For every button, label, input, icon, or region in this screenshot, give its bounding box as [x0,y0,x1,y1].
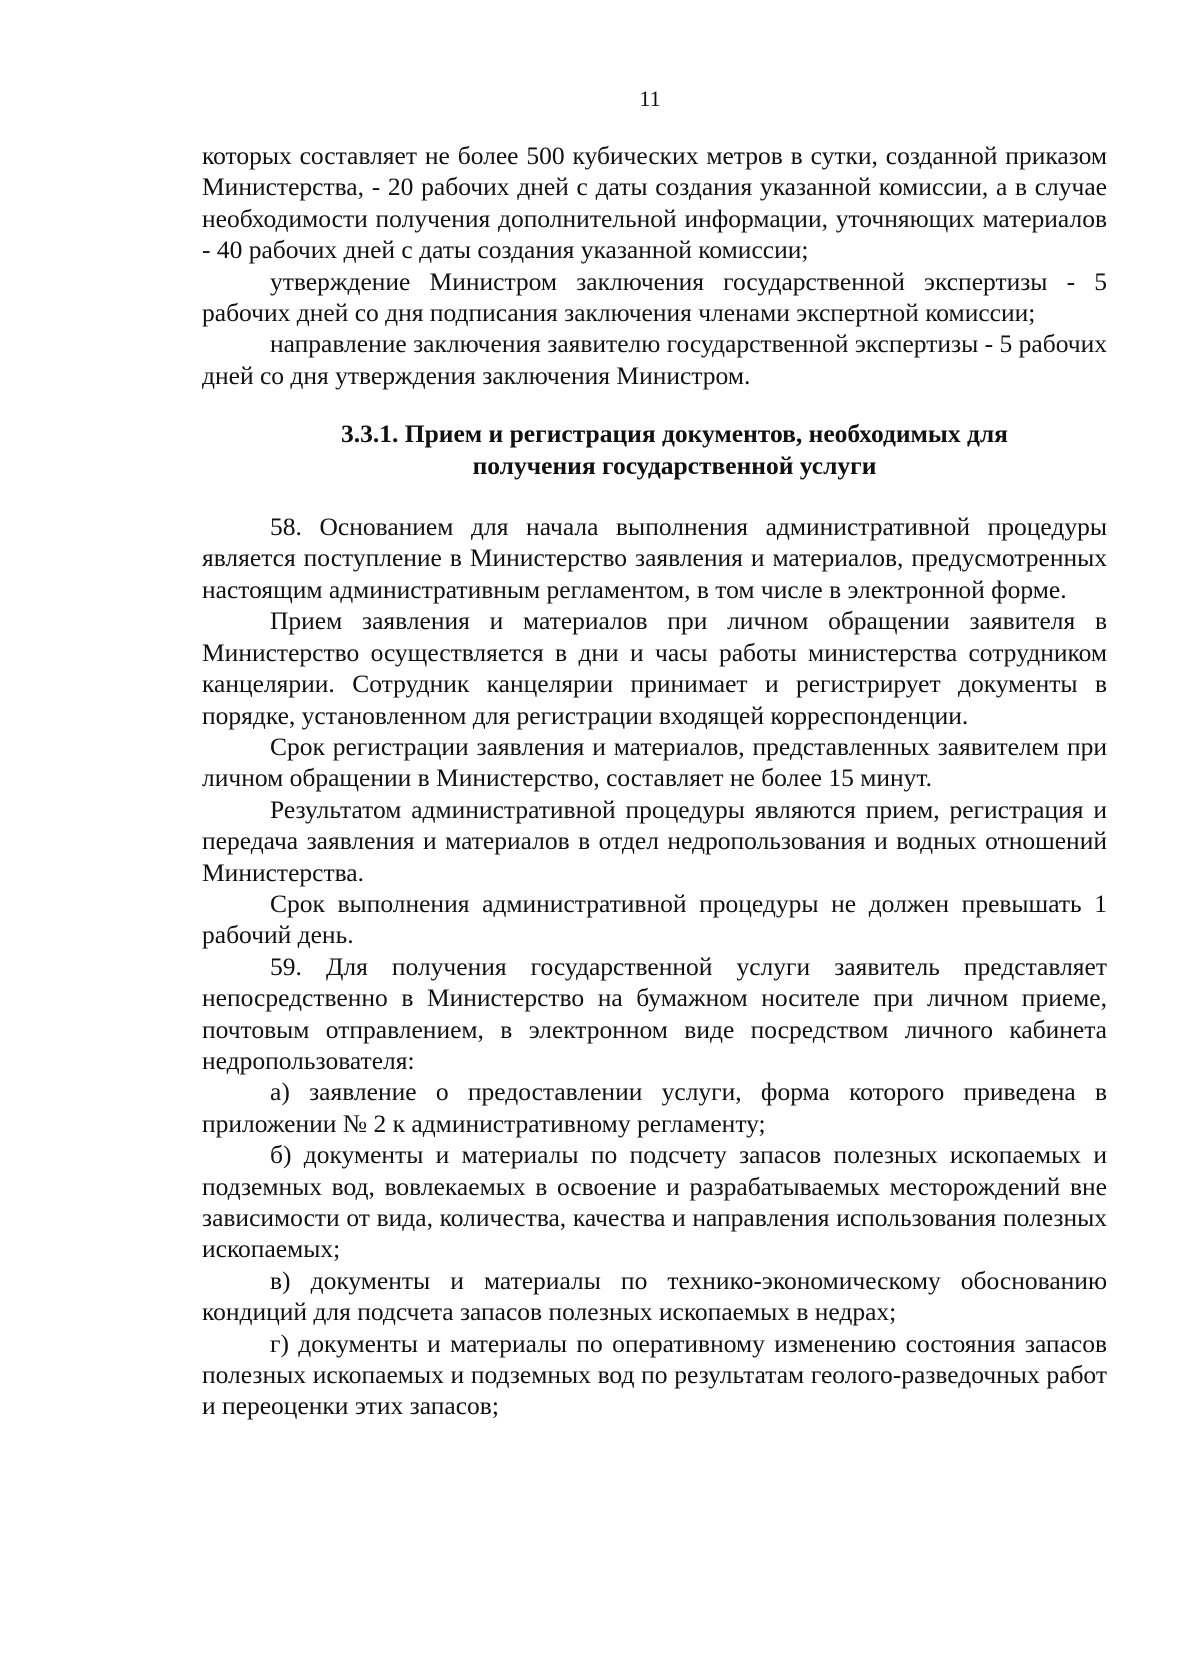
section-heading-line-1: 3.3.1. Прием и регистрация документов, необходимых для [341,419,1008,449]
paragraph-result: Результатом административной процедуры являются прием, регистрация и передача заявления и материалов в отдел недропользования и водных отношений Министерства. [202,794,1107,887]
paragraph-registration-term: Срок регистрации заявления и материалов, представленных заявителем при личном обращении в Министерство, составляет не более 15 минут. [202,731,1107,793]
section-heading [202,418,1107,481]
list-item-v: в) документы и материалы по технико-экономическому обоснованию кондиций для подсчета запасов полезных ископаемых в недрах; [202,1265,1107,1327]
paragraph-58: 58. Основанием для начала выполнения административной процедуры является поступление в Министерство заявления и материалов, предусмотренных настоящим административным регламентом, в том числе в электронной форме. [202,512,1107,604]
paragraph-execution-term: Срок выполнения административной процедуры не должен превышать 1 рабочий день. [202,888,1107,950]
list-item-g: г) документы и материалы по оперативному изменению состояния запасов полезных ископаемых и подземных вод по результатам геолого-разведочных работ и переоценки этих запасов; [202,1328,1107,1421]
paragraph-sending: направление заключения заявителю государственной экспертизы - 5 рабочих дней со дня утверждения заключения Министром. [202,329,1107,390]
paragraph-continuation: которых составляет не более 500 кубических метров в сутки, созданной приказом Министерства, - 20 рабочих дней с даты создания указанной комиссии, а в случае необходимости получения дополнительной информации, уточняющих материалов - 40 рабочих дней с даты создания указанной комиссии; [202,141,1107,265]
document-body [202,140,1107,1422]
paragraph-59: 59. Для получения государственной услуги заявитель представляет непосредственно в Министерство на бумажном носителе при личном приеме, почтовым отправлением, в электронном виде посредством личного кабинета недропользователя: [202,951,1107,1075]
list-item-a: а) заявление о предоставлении услуги, форма которого приведена в приложении № 2 к административному регламенту; [202,1077,1107,1138]
list-item-b: б) документы и материалы по подсчету запасов полезных ископаемых и подземных вод, вовлекаемых в освоение и разрабатываемых месторождений вне зависимости от вида, количества, качества и направления использования полезных ископаемых; [202,1140,1107,1264]
section-heading-line-2: получения государственной услуги [472,450,877,480]
page-number: 11 [639,86,661,111]
paragraph-reception: Прием заявления и материалов при личном обращении заявителя в Министерство осуществляется в дни и часы работы министерства сотрудником канцелярии. Сотрудник канцелярии принимает и регистрирует документы в порядке, установленном для регистрации входящей корреспонденции. [202,606,1107,730]
paragraph-approval: утверждение Министром заключения государственной экспертизы - 5 рабочих дней со дня подписания заключения членами экспертной комиссии; [202,266,1107,328]
